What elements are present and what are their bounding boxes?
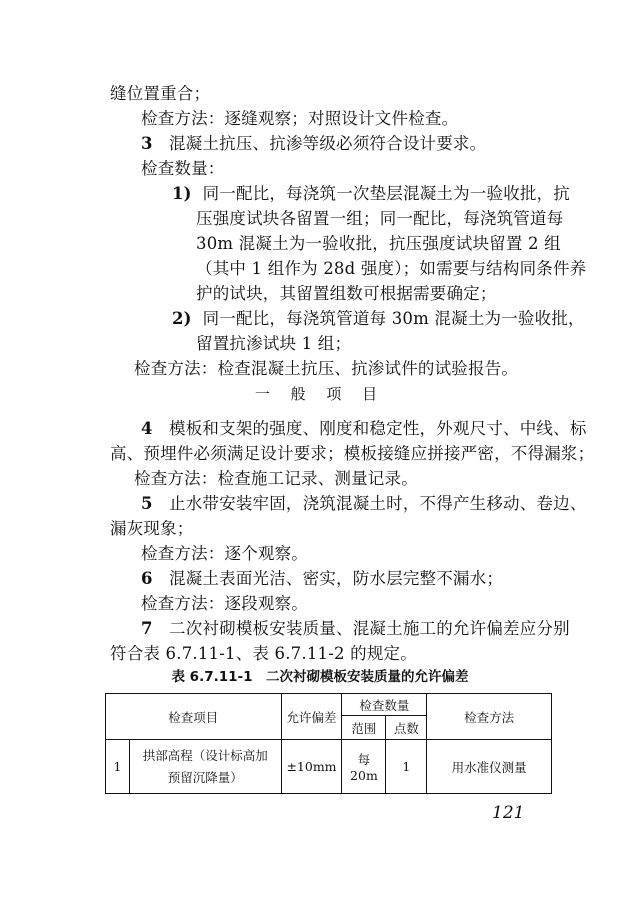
text-line: 符合表 6.7.11-1、表 6.7.11-2 的规定。 — [110, 644, 417, 663]
row-tolerance: ±10mm — [281, 740, 342, 794]
row-item-line: 预留沉降量） — [167, 769, 243, 785]
text-line: 检查方法：逐段观察。 — [141, 594, 308, 613]
text-line: 护的试块，其留置组数可根据需要确定； — [196, 284, 497, 303]
text-line: 漏灰现象； — [110, 519, 194, 538]
header-points: 点数 — [386, 716, 427, 740]
row-number: 1 — [106, 740, 130, 794]
text-line: 缝位置重合； — [110, 84, 211, 103]
list-number: 2) — [172, 309, 192, 328]
clause-text: 止水带安装牢固，浇筑混凝土时，不得产生移动、卷边、 — [169, 494, 587, 513]
row-range: 每 20m — [342, 740, 386, 794]
clause-number: 3 — [141, 134, 153, 153]
row-item-line: 拱部高程（设计标高加 — [142, 747, 268, 763]
clause-7 — [141, 617, 570, 641]
clause-text: 混凝土抗压、抗渗等级必须符合设计要求。 — [169, 134, 487, 153]
table-caption: 表 6.7.11-1 二次衬砌模板安装质量的允许偏差 — [171, 669, 469, 685]
text-line: 高、预埋件必须满足设计要求；模板接缝应拼接严密，不得漏浆； — [110, 444, 595, 463]
section-heading: 一 般 项 目 — [254, 385, 386, 403]
header-tolerance: 允许偏差 — [281, 694, 342, 740]
row-method: 用水准仪测量 — [427, 740, 552, 794]
clause-number: 6 — [141, 569, 153, 588]
clause-number: 7 — [141, 619, 153, 638]
clause-text: 混凝土表面光洁、密实，防水层完整不漏水； — [169, 569, 504, 588]
text-line: 检查方法：逐个观察。 — [141, 544, 308, 563]
clause-4 — [141, 417, 587, 441]
text-line: 留置抗渗试块 1 组； — [196, 334, 352, 353]
clause-5 — [141, 492, 587, 516]
table-row — [106, 740, 552, 794]
row-points: 1 — [386, 740, 427, 794]
table-header-row — [106, 694, 552, 716]
list-text: 同一配比，每浇筑一次垫层混凝土为一验收批，抗 — [202, 184, 570, 203]
text-line: 检查数量： — [141, 159, 225, 178]
text-line: （其中 1 组作为 28d 强度）；如需要与结构同条件养 — [196, 259, 587, 278]
clause-text: 模板和支架的强度、刚度和稳定性，外观尺寸、中线、标 — [169, 419, 587, 438]
list-number: 1) — [172, 184, 192, 203]
text-line: 30m 混凝土为一验收批，抗压强度试块留置 2 组 — [196, 234, 561, 253]
header-method: 检查方法 — [427, 694, 552, 740]
header-qty: 检查数量 — [342, 694, 427, 716]
text-line: 检查方法：检查混凝土抗压、抗渗试件的试验报告。 — [134, 359, 519, 378]
clause-number: 5 — [141, 494, 153, 513]
header-range: 范围 — [342, 716, 386, 740]
list-text: 同一配比，每浇筑管道每 30m 混凝土为一验收批， — [202, 309, 585, 328]
tolerance-table — [105, 693, 552, 794]
clause-number: 4 — [141, 419, 153, 438]
page-number: 121 — [492, 803, 525, 823]
clause-3 — [141, 132, 486, 156]
list-item-1 — [172, 182, 570, 206]
clause-text: 二次衬砌模板安装质量、混凝土施工的允许偏差应分别 — [169, 619, 570, 638]
text-line: 检查方法：检查施工记录、测量记录。 — [134, 469, 418, 488]
list-item-2 — [172, 307, 585, 331]
text-line: 压强度试块各留置一组；同一配比，每浇筑管道每 — [196, 209, 564, 228]
row-item — [129, 740, 281, 794]
text-line: 检查方法：逐缝观察；对照设计文件检查。 — [141, 109, 459, 128]
header-item: 检查项目 — [106, 694, 282, 740]
clause-6 — [141, 567, 503, 591]
